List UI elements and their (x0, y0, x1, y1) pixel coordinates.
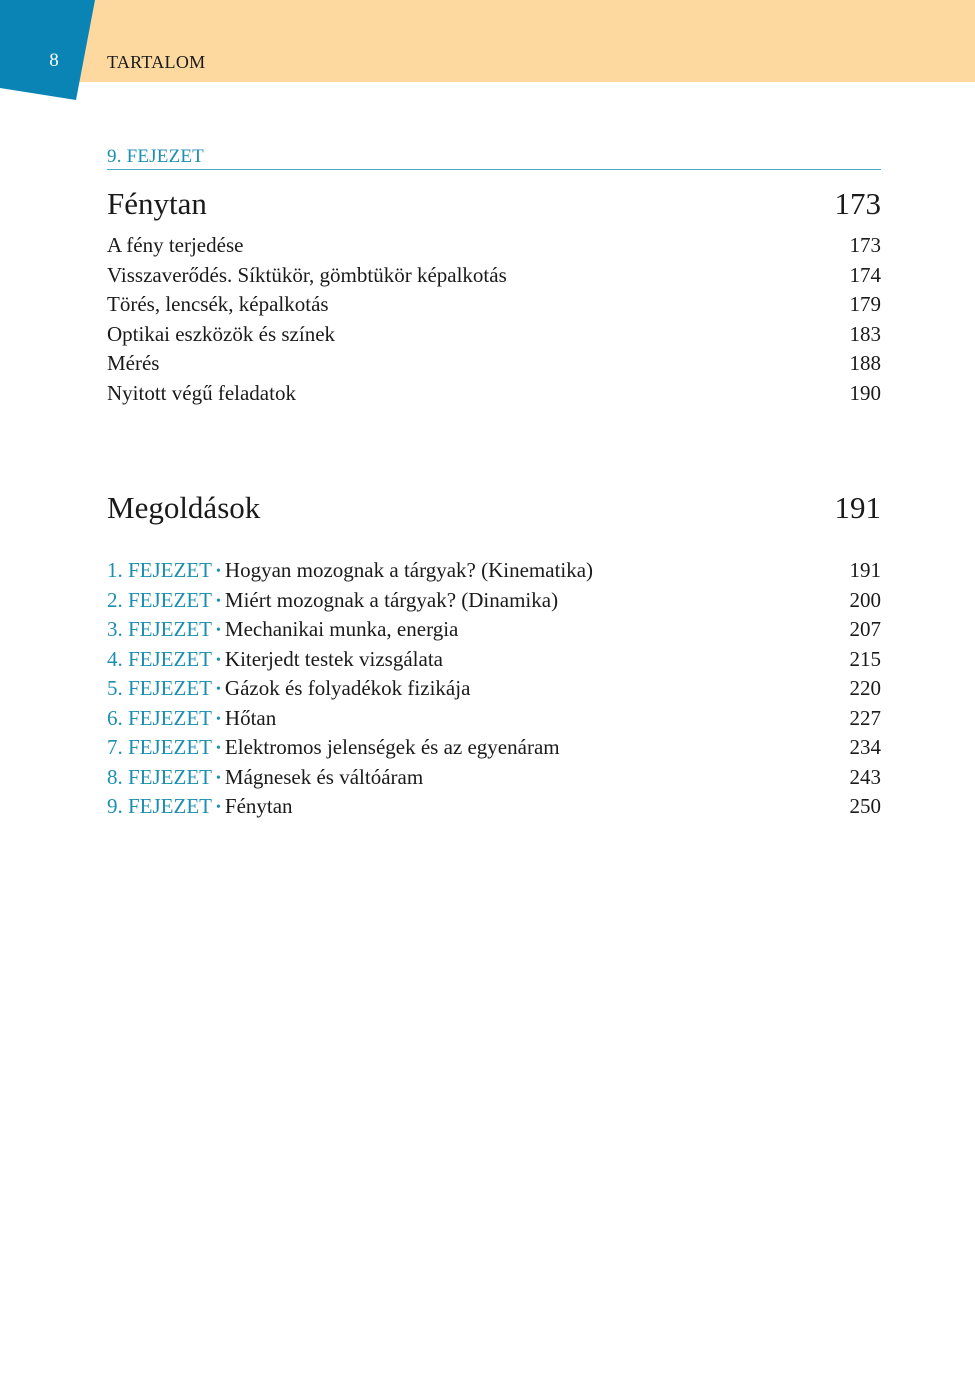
toc-entry-title: Nyitott végű feladatok (107, 380, 296, 405)
solutions-page: 191 (834, 490, 881, 525)
solution-entry-page: 250 (849, 794, 881, 818)
solution-entry-title: Hőtan (224, 705, 277, 730)
solution-entry-page: 234 (849, 735, 881, 759)
page-number: 8 (49, 50, 59, 71)
solution-entry-page: 215 (849, 646, 881, 671)
solution-entry-page: 207 (849, 617, 881, 641)
toc-entry-title: Mérés (107, 351, 160, 375)
bullet-icon: • (216, 741, 221, 756)
bullet-icon: • (216, 800, 221, 815)
toc-entry-title: Törés, lencsék, képalkotás (107, 292, 329, 316)
solution-entry-title: Elektromos jelenségek és az egyenáram (224, 735, 560, 759)
solution-entry[interactable] (107, 556, 881, 586)
solution-chapter-label: 8. FEJEZET (107, 764, 212, 789)
solution-entry[interactable] (107, 615, 881, 645)
running-header-title: TARTALOM (107, 52, 206, 72)
chapter-toc-list (107, 231, 881, 408)
toc-entry[interactable] (107, 290, 881, 320)
bullet-icon: • (216, 682, 221, 697)
solution-entry-title: Kiterjedt testek vizsgálata (224, 646, 443, 671)
solution-entry-title: Gázok és folyadékok fizikája (224, 676, 471, 700)
solution-entry-title: Mágnesek és váltóáram (224, 764, 424, 789)
solution-entry[interactable] (107, 586, 881, 616)
toc-entry[interactable] (107, 349, 881, 379)
toc-entry-page: 173 (849, 233, 881, 257)
toc-entry[interactable] (107, 379, 881, 409)
solution-chapter-label: 4. FEJEZET (107, 646, 212, 671)
toc-entry-page: 179 (849, 292, 881, 316)
bullet-icon: • (216, 652, 221, 668)
solution-entry[interactable] (107, 733, 881, 763)
toc-entry-page: 174 (849, 262, 881, 287)
solutions-toc-list (107, 556, 881, 822)
toc-entry-page: 188 (849, 351, 881, 375)
solution-entry-page: 243 (849, 764, 881, 789)
toc-entry[interactable] (107, 320, 881, 350)
bullet-icon: • (216, 711, 221, 727)
toc-entry[interactable] (107, 231, 881, 261)
solution-entry[interactable] (107, 645, 881, 675)
solution-chapter-label: 2. FEJEZET (107, 587, 212, 612)
solution-chapter-label: 1. FEJEZET (107, 558, 212, 582)
solution-entry[interactable] (107, 674, 881, 704)
solution-entry-page: 200 (849, 587, 881, 612)
solution-chapter-label: 3. FEJEZET (107, 617, 212, 641)
solution-entry[interactable] (107, 792, 881, 822)
solution-chapter-label: 7. FEJEZET (107, 735, 212, 759)
solution-entry-title: Hogyan mozognak a tárgyak? (Kinematika) (224, 558, 594, 582)
chapter-heading (107, 186, 881, 222)
bullet-icon: • (216, 770, 221, 786)
solution-entry-page: 227 (849, 705, 881, 730)
solution-chapter-label: 9. FEJEZET (107, 794, 212, 818)
chapter-title: Fénytan (107, 186, 207, 221)
solutions-title: Megoldások (107, 490, 261, 525)
solution-entry[interactable] (107, 763, 881, 793)
solution-entry-title: Fénytan (224, 794, 293, 818)
bullet-icon: • (216, 593, 221, 609)
toc-entry[interactable] (107, 261, 881, 291)
bullet-icon: • (216, 623, 221, 638)
solution-entry-title: Mechanikai munka, energia (224, 617, 459, 641)
toc-entry-title: Optikai eszközök és színek (107, 321, 336, 346)
chapter-label: 9. FEJEZET (107, 146, 204, 167)
bullet-icon: • (216, 564, 221, 579)
toc-entry-page: 183 (849, 321, 881, 346)
chapter-page: 173 (834, 186, 881, 221)
solution-entry-page: 220 (849, 676, 881, 700)
solution-entry[interactable] (107, 704, 881, 734)
toc-entry-title: A fény terjedése (107, 233, 244, 257)
chapter-divider (107, 169, 881, 170)
solution-entry-page: 191 (849, 558, 881, 582)
toc-entry-page: 190 (849, 380, 881, 405)
toc-entry-title: Visszaverődés. Síktükör, gömbtükör képalkotás (107, 262, 507, 287)
solution-chapter-label: 5. FEJEZET (107, 676, 212, 700)
solutions-heading (107, 490, 881, 526)
solution-entry-title: Miért mozognak a tárgyak? (Dinamika) (224, 587, 559, 612)
solution-chapter-label: 6. FEJEZET (107, 705, 212, 730)
